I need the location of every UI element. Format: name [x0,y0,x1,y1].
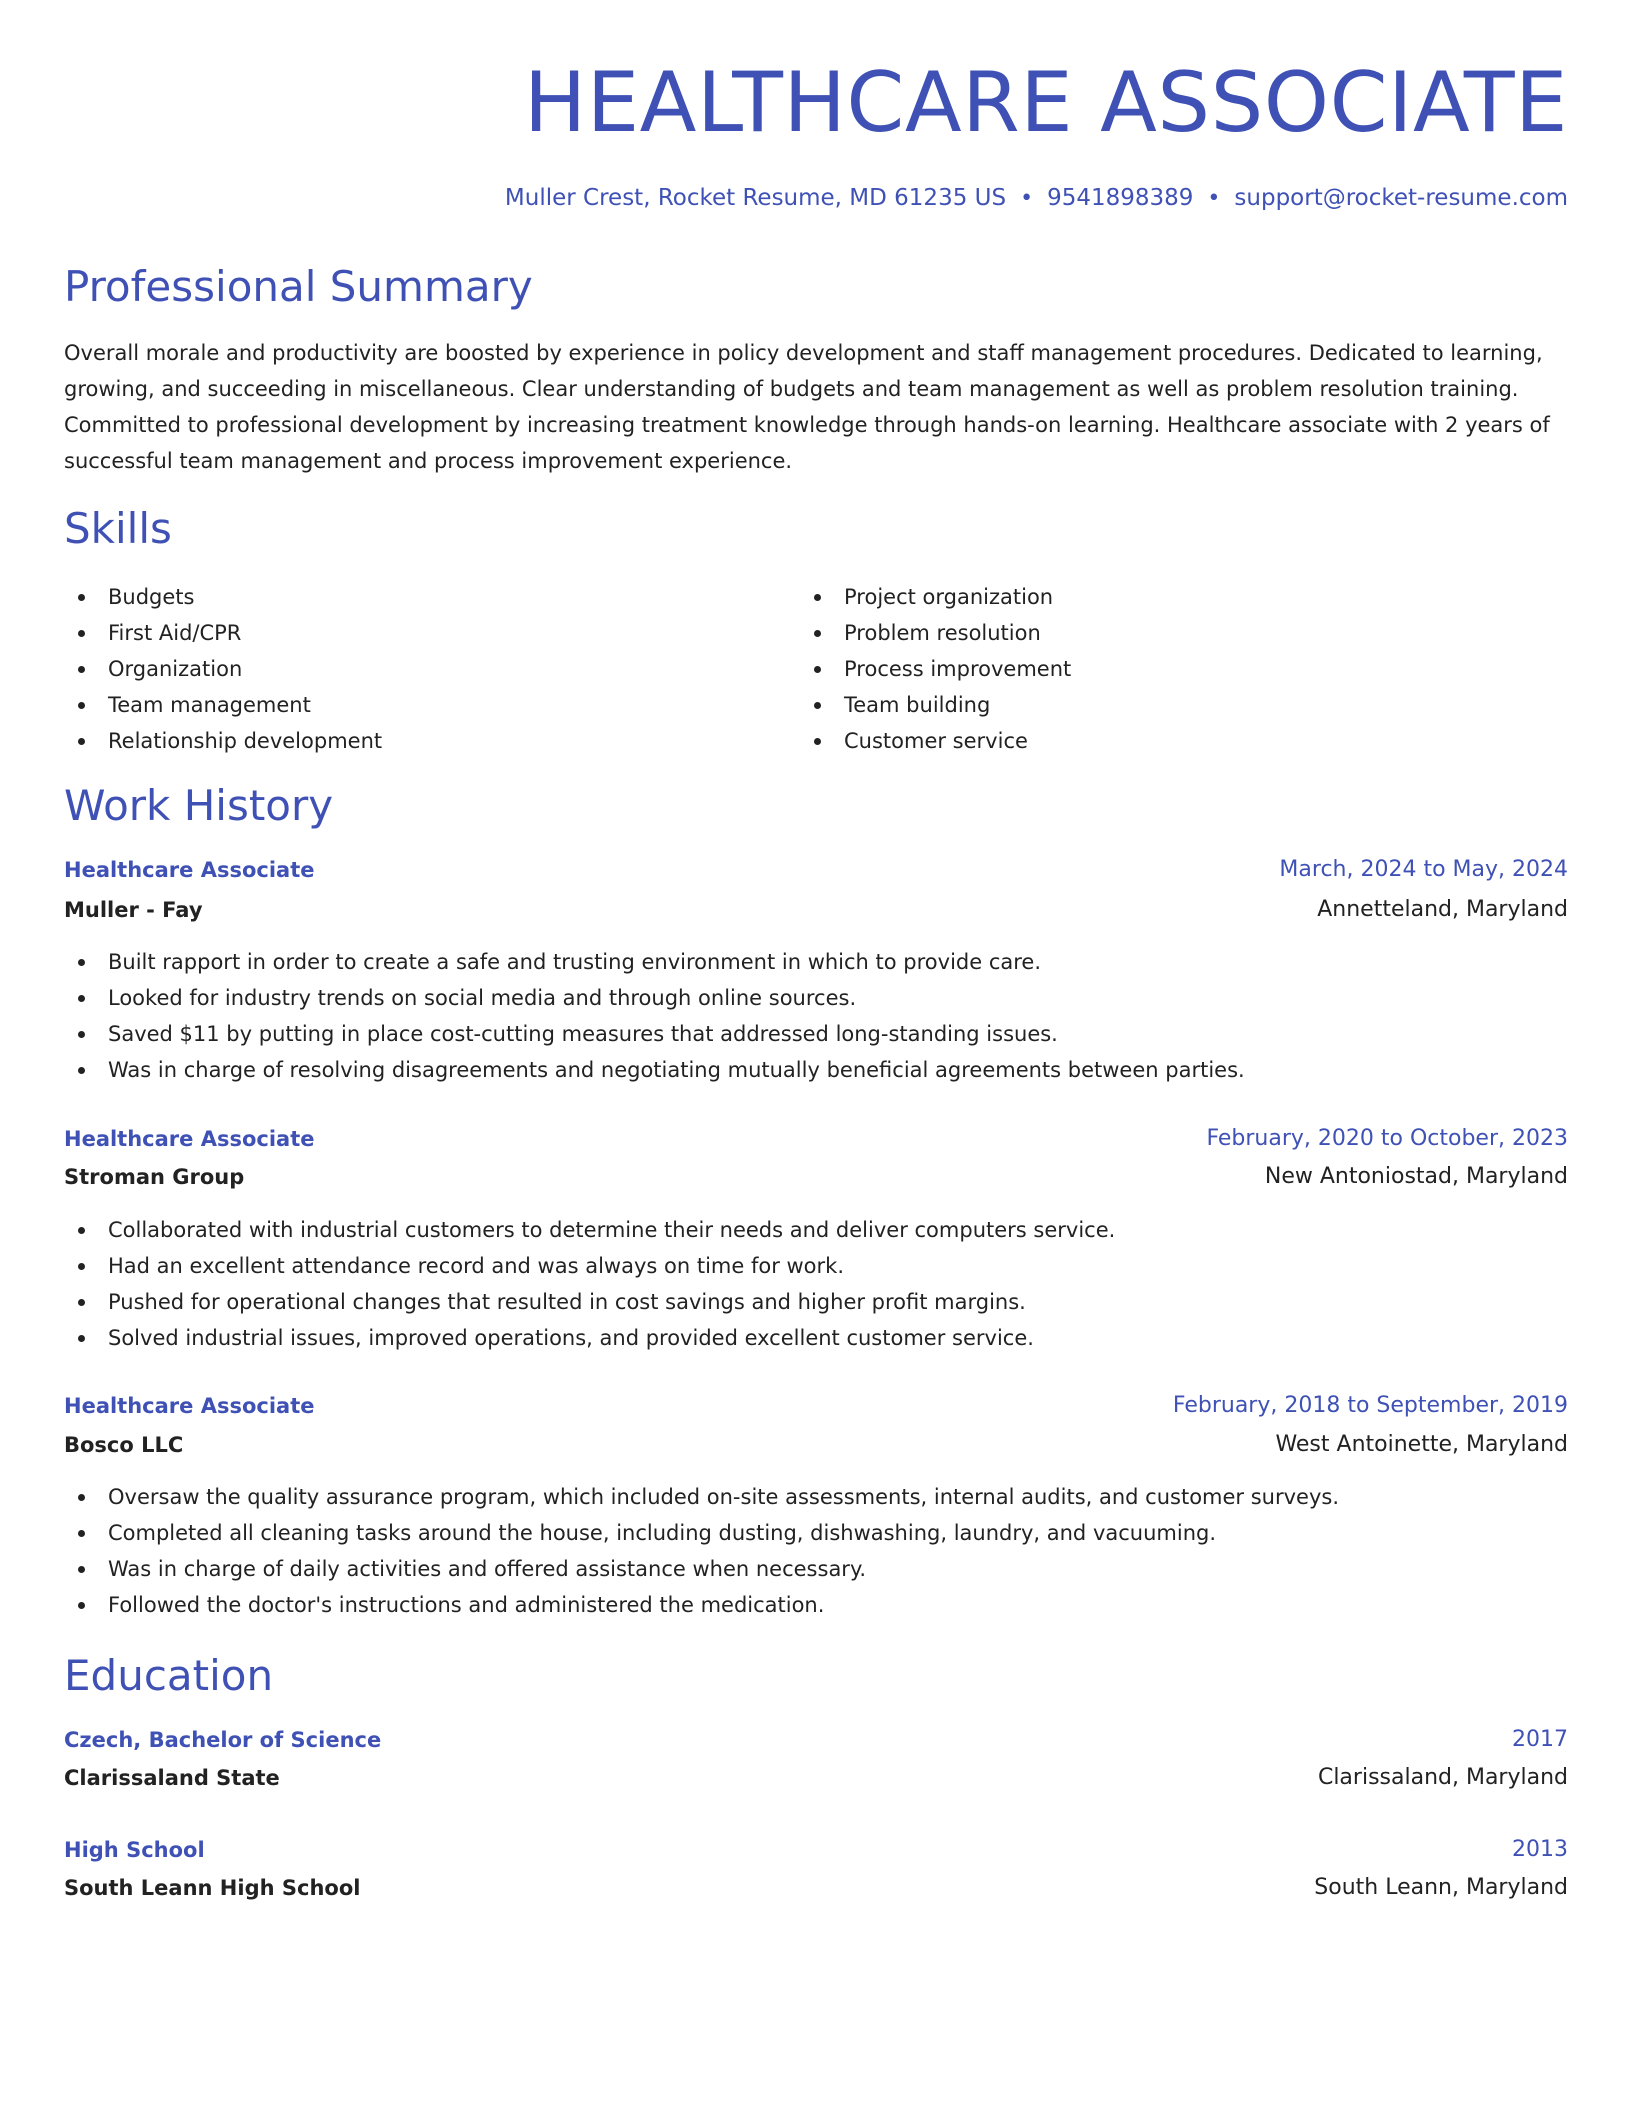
education-school: Clarissaland State [64,1766,280,1790]
bullet-dot [78,1566,85,1573]
job-bullet [64,1284,1568,1320]
skills-list-left [64,579,382,759]
job-bullet-text: Oversaw the quality assurance program, which included on-site assessments, internal audits, and customer surveys. [108,1485,1340,1509]
skill-label: Budgets [108,585,195,609]
job-title: Healthcare Associate [64,858,315,882]
job-company-row [64,1159,1568,1195]
job-bullet-text: Collaborated with industrial customers to determine their needs and deliver computers service. [108,1218,1116,1242]
skill-label: Process improvement [844,657,1072,681]
job-bullet-list [64,1212,1568,1356]
bullet-dot [814,702,821,709]
skill-item [64,651,382,687]
job-bullet-text: Was in charge of resolving disagreements and negotiating mutually beneficial agreements between parties. [108,1058,1245,1082]
skill-label: Organization [108,657,243,681]
skills-heading: Skills [64,504,172,553]
job-bullet [64,1248,1568,1284]
education-degree: High School [64,1838,205,1862]
bullet-dot [78,1067,85,1074]
job-bullet [64,944,1568,980]
education-heading: Education [64,1651,274,1700]
skill-label: Team building [844,693,991,717]
education-header [64,1722,1568,1758]
skill-item [800,687,1071,723]
job-dates: February, 2018 to September, 2019 [1172,1393,1568,1418]
job-bullet [64,1052,1568,1088]
bullet-dot [78,1602,85,1609]
separator-dot: • [1020,186,1034,211]
skill-label: Relationship development [108,729,383,753]
job-company: Bosco LLC [64,1433,184,1457]
education-year: 2013 [1512,1837,1568,1862]
job-bullet-text: Built rapport in order to create a safe and trusting environment in which to provide care. [108,950,1042,974]
bullet-dot [78,630,85,637]
job-bullet [64,1551,1568,1587]
summary-line: Committed to professional development by increasing treatment knowledge through hands-on learning. Healthcare associate with 2 years of [64,413,1550,437]
job-company: Muller - Fay [64,898,203,922]
job-bullet [64,1479,1568,1515]
skill-item [64,723,382,759]
separator-dot: • [1207,186,1221,211]
resume-title: HEALTHCARE ASSOCIATE [523,54,1568,151]
job-bullet [64,980,1568,1016]
job-title: Healthcare Associate [64,1394,315,1418]
contact-email: support@rocket-resume.com [1234,185,1568,211]
job-location: West Antoinette, Maryland [1275,1432,1568,1457]
job-bullet-list [64,1479,1568,1623]
bullet-dot [814,630,821,637]
job-location: Annetteland, Maryland [1317,897,1568,922]
bullet-dot [78,738,85,745]
job-bullet [64,1016,1568,1052]
job-bullet-list [64,944,1568,1088]
job-bullet-text: Completed all cleaning tasks around the house, including dusting, dishwashing, laundry, and vacuuming. [108,1521,1217,1545]
skill-item [64,579,382,615]
job-bullet-text: Looked for industry trends on social media and through online sources. [108,986,857,1010]
job-header [64,1121,1568,1157]
education-school-row [64,1760,1568,1796]
job-bullet-text: Pushed for operational changes that resulted in cost savings and higher profit margins. [108,1290,1026,1314]
bullet-dot [78,1335,85,1342]
education-degree: Czech, Bachelor of Science [64,1728,382,1752]
work-history-heading: Work History [64,781,334,830]
bullet-dot [78,594,85,601]
job-dates: February, 2020 to October, 2023 [1206,1126,1568,1151]
bullet-dot [78,666,85,673]
job-location: New Antoniostad, Maryland [1264,1164,1568,1189]
bullet-dot [78,1494,85,1501]
skill-item [800,615,1071,651]
education-school-row [64,1870,1568,1906]
bullet-dot [78,995,85,1002]
job-company-row [64,1427,1568,1463]
job-bullet-text: Had an excellent attendance record and was always on time for work. [108,1254,845,1278]
bullet-dot [78,1263,85,1270]
job-bullet-text: Solved industrial issues, improved operations, and provided excellent customer service. [108,1326,1034,1350]
bullet-dot [78,1530,85,1537]
education-year: 2017 [1512,1727,1568,1752]
bullet-dot [78,1227,85,1234]
job-bullet [64,1587,1568,1623]
job-company-row [64,892,1568,928]
summary-line: growing, and succeeding in miscellaneous. Clear understanding of budgets and team management as well as problem resolution training. [64,377,1519,401]
bullet-dot [814,594,821,601]
job-bullet-text: Was in charge of daily activities and offered assistance when necessary. [108,1557,867,1581]
job-dates: March, 2024 to May, 2024 [1279,857,1568,882]
skill-item [64,687,382,723]
job-bullet-text: Saved $11 by putting in place cost-cutting measures that addressed long-standing issues. [108,1022,1058,1046]
summary-line: successful team management and process improvement experience. [64,449,793,473]
contact-address: Muller Crest, Rocket Resume, MD 61235 US [504,185,1007,211]
skill-item [800,723,1071,759]
job-bullet [64,1320,1568,1356]
education-location: South Leann, Maryland [1314,1875,1568,1900]
job-bullet [64,1212,1568,1248]
job-bullet-text: Followed the doctor's instructions and administered the medication. [108,1593,825,1617]
skill-label: Problem resolution [844,621,1041,645]
bullet-dot [78,702,85,709]
skill-item [800,579,1071,615]
summary-text [64,335,1568,479]
job-header [64,852,1568,888]
education-location: Clarissaland, Maryland [1317,1765,1568,1790]
skills-list-right [800,579,1071,759]
job-company: Stroman Group [64,1165,245,1189]
bullet-dot [78,959,85,966]
bullet-dot [814,738,821,745]
skill-item [800,651,1071,687]
job-title: Healthcare Associate [64,1127,315,1151]
education-header [64,1832,1568,1868]
contact-phone: 9541898389 [1047,185,1194,211]
job-bullet [64,1515,1568,1551]
contact-line [64,181,1568,215]
skill-item [64,615,382,651]
resume-page [64,0,1568,2112]
bullet-dot [814,666,821,673]
job-header [64,1388,1568,1424]
education-school: South Leann High School [64,1876,361,1900]
skill-label: Project organization [844,585,1054,609]
summary-heading: Professional Summary [64,262,533,311]
skill-label: Customer service [844,729,1028,753]
skill-label: First Aid/CPR [108,621,242,645]
summary-line: Overall morale and productivity are boosted by experience in policy development and staff management procedures. Dedicated to learning, [64,341,1543,365]
bullet-dot [78,1031,85,1038]
bullet-dot [78,1299,85,1306]
skill-label: Team management [108,693,311,717]
